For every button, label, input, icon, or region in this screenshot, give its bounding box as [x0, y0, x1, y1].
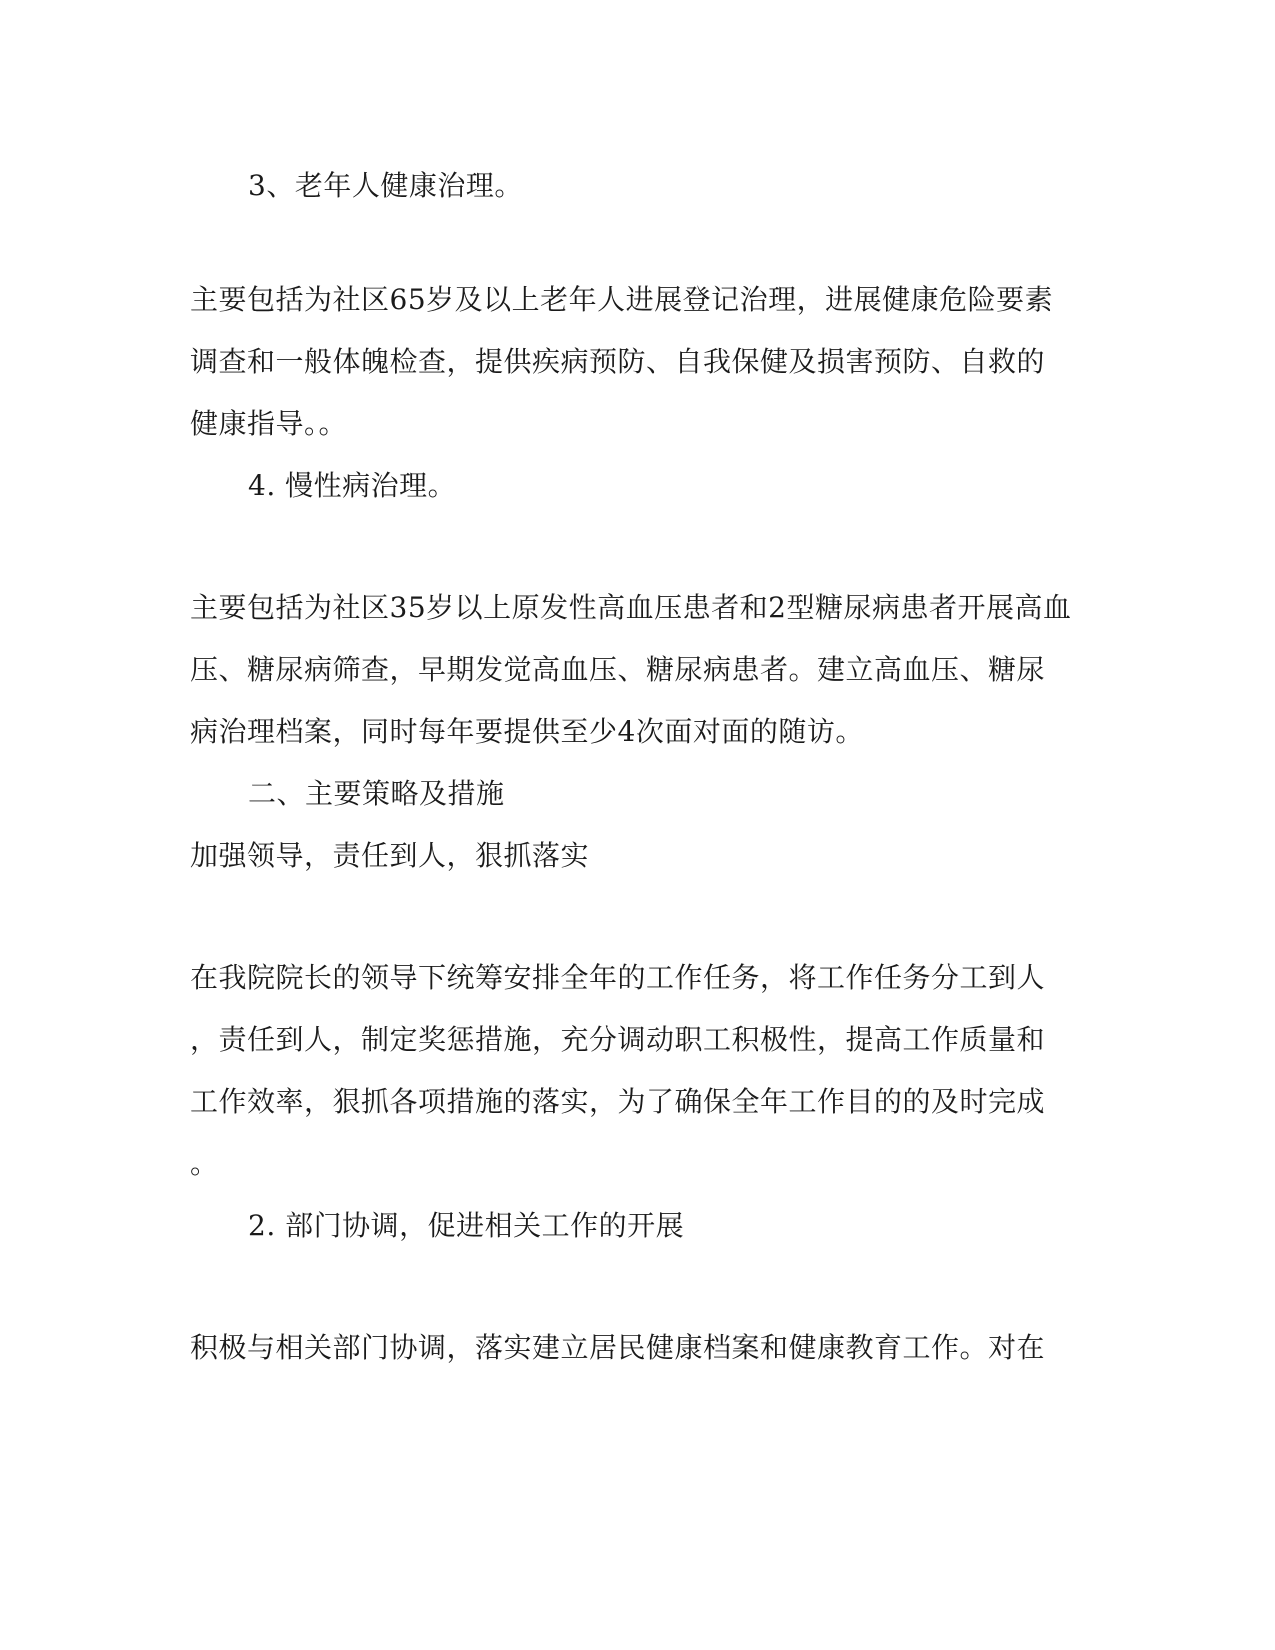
paragraph-line: 在我院院长的领导下统筹安排全年的工作任务，将工作任务分工到人: [190, 961, 1046, 994]
paragraph-line: 压、糖尿病筛查，早期发觉高血压、糖尿病患者。建立高血压、糖尿: [190, 653, 1046, 686]
paragraph-line: 调查和一般体魄检查，提供疾病预防、自我保健及损害预防、自救的: [190, 345, 1046, 378]
subheading-coordination: 2. 部门协调，促进相关工作的开展: [248, 1209, 685, 1242]
paragraph-line: 病治理档案，同时每年要提供至少4次面对面的随访。: [190, 715, 864, 748]
paragraph-line: ，责任到人，制定奖惩措施，充分调动职工积极性，提高工作质量和: [190, 1023, 1046, 1056]
paragraph-line: 主要包括为社区65岁及以上老年人进展登记治理，进展健康危险要素: [190, 283, 1054, 316]
paragraph-line: 主要包括为社区35岁以上原发性高血压患者和2型糖尿病患者开展高血: [190, 591, 1072, 624]
paragraph-line: 工作效率，狠抓各项措施的落实，为了确保全年工作目的的及时完成: [190, 1085, 1046, 1118]
heading-elderly-health: 3、老年人健康治理。: [248, 169, 523, 202]
paragraph-line: 。: [190, 1147, 219, 1180]
paragraph-line: 健康指导。。: [190, 407, 348, 440]
heading-chronic-disease: 4. 慢性病治理。: [248, 469, 457, 502]
subheading-leadership: 加强领导，责任到人，狠抓落实: [190, 839, 590, 872]
heading-strategies: 二、主要策略及措施: [248, 777, 505, 810]
paragraph-line: 积极与相关部门协调，落实建立居民健康档案和健康教育工作。对在: [190, 1331, 1046, 1364]
